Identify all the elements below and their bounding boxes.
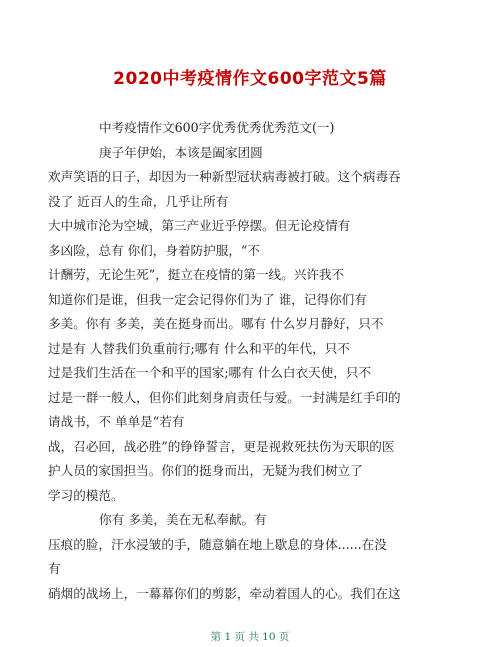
body-line: 欢声笑语的日子，却因为一种新型冠状病毒被打破。这个病毒吞 [48,169,401,184]
body-line: 计酬劳，无论生死”，挺立在疫情的第一线。兴许我不 [48,267,345,282]
body-line: 你有 多美，美在无私奉献。有 [99,512,267,527]
body-line: 战，召必回，战必胜”的铮铮誓言，更是视救死扶伤为天职的医 [48,438,395,454]
body-line: 过是一群一般人，但你们此刻身肩责任与爱。一封满是红手印的 [48,389,401,405]
body-line: 过是我们生活在一个和平的国家;哪有 什么白衣天使，只不 [48,365,372,380]
document-title: 2020中考疫情作文600字范文5篇 [113,69,387,89]
body-line: 知道你们是谁，但我一定会记得你们为了 谁，记得你们有 [48,291,367,307]
body-line: 过是有 人替我们负重前行;哪有 什么和平的年代，只不 [48,340,350,356]
body-line: 请战书，不 单单是“若有 [48,414,185,429]
body-line: 没了 近百人的生命，几乎让所有 [48,193,229,209]
body-line: 多美。你有 多美，美在挺身而出。哪有 什么岁月静好，只不 [48,316,384,331]
body-line: 硝烟的战场上，一幕幕你们的剪影，牵动着国人的心。我们在这 [48,585,401,601]
body-line: 庚子年伊始，本该是阖家团圆 [99,144,263,160]
body-line: 有 [48,561,61,576]
body-line: 压痕的脸，汗水浸皱的手，随意躺在地上歇息的身体......在没 [48,536,387,552]
body-line: 中考疫情作文600字优秀优秀优秀范文(一) [99,120,335,135]
body-line: 学习的模范。 [48,487,124,503]
page-footer: 第 1 页 共 10 页 [210,631,290,643]
body-line: 多凶险，总有 你们，身着防护服，“不 [48,242,260,258]
document-body [48,116,452,606]
body-line: 护人员的家国担当。你们的挺身而出，无疑为我们树立了 [48,463,363,478]
body-line: 大中城市沦为空城，第三产业近乎停摆。但无论疫情有 [48,218,351,233]
